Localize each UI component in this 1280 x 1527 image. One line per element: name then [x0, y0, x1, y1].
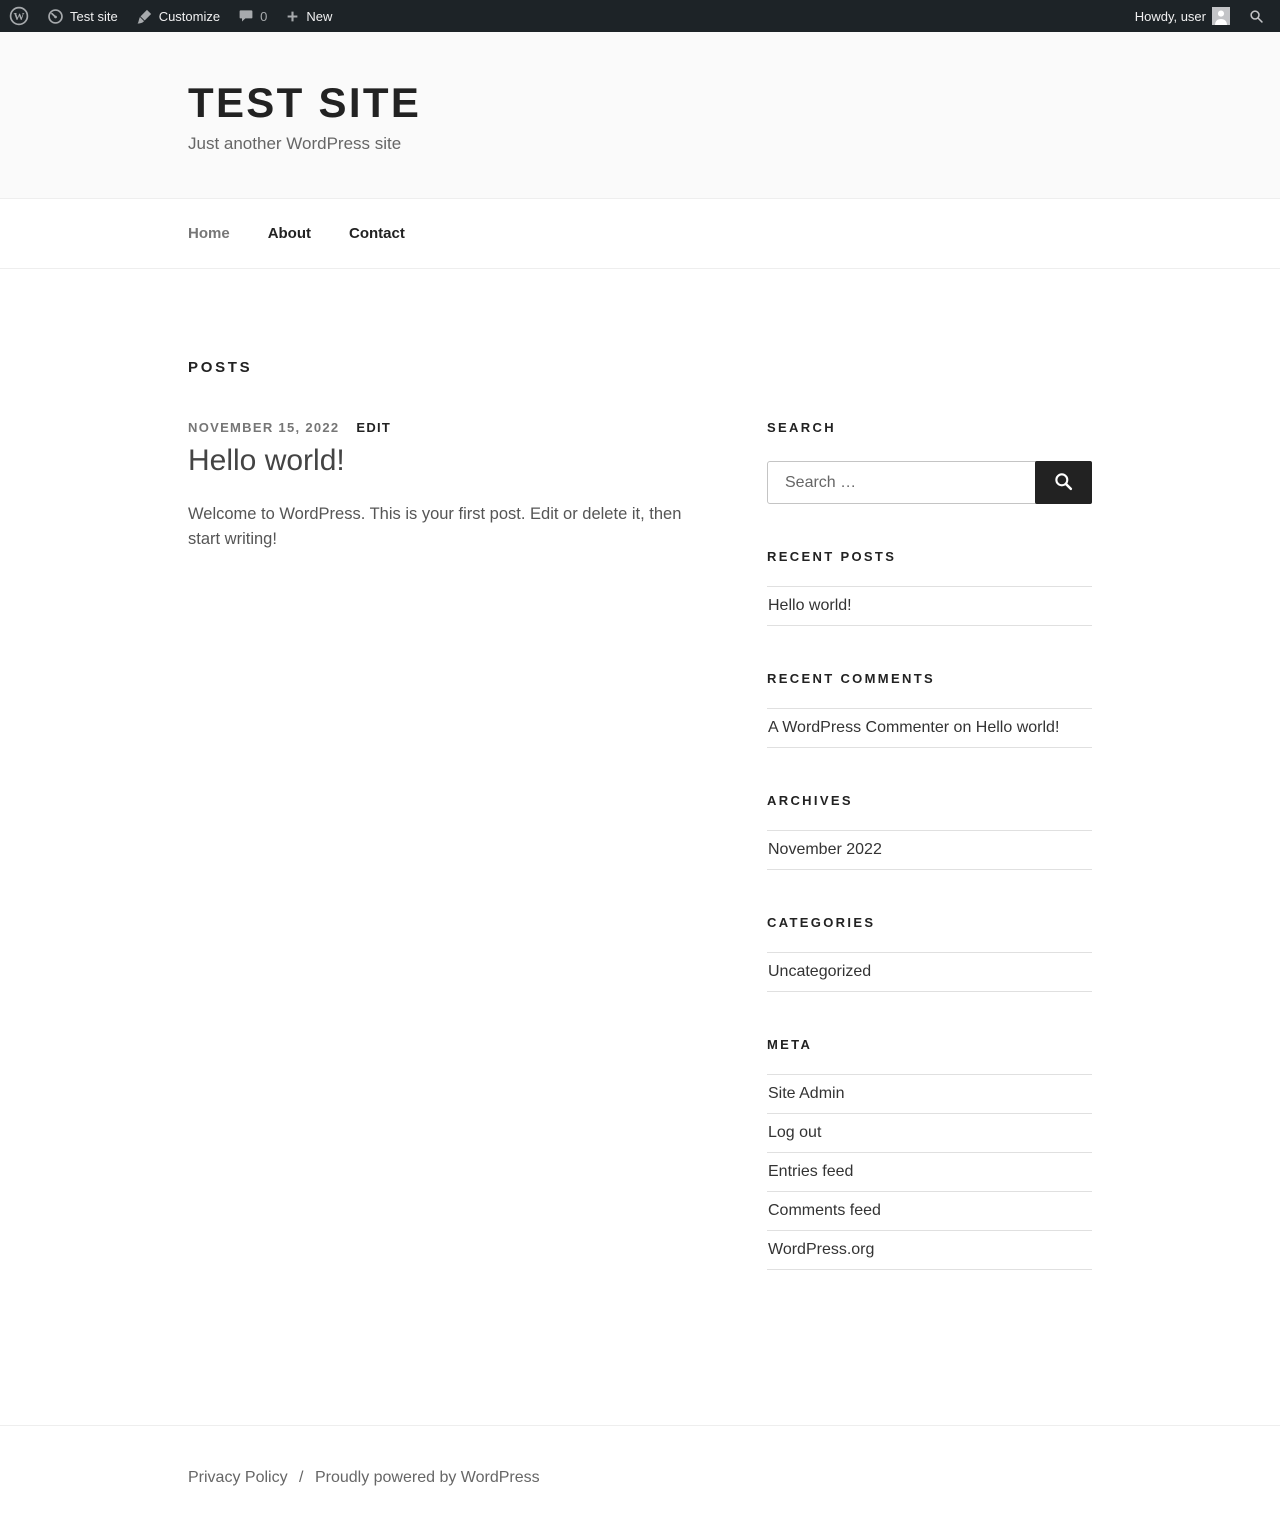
privacy-policy-link[interactable]: Privacy Policy — [188, 1469, 288, 1486]
category-link[interactable]: Uncategorized — [768, 963, 872, 980]
admin-bar-customize[interactable] — [127, 0, 229, 32]
nav-item-home[interactable]: Home — [188, 225, 230, 242]
nav-item-about[interactable]: About — [267, 225, 312, 242]
list-item — [767, 1075, 1092, 1114]
admin-bar-right-group — [1126, 0, 1280, 32]
comment-author-link[interactable]: A WordPress Commenter — [768, 719, 950, 736]
nav-item-contact[interactable]: Contact — [349, 225, 405, 242]
post-date: NOVEMBER 15, 2022 — [188, 420, 340, 435]
admin-bar-left-group — [0, 0, 341, 32]
categories-title: CATEGORIES — [767, 915, 876, 930]
posts-section-title: POSTS — [188, 359, 253, 376]
sidebar — [767, 420, 1092, 1315]
search-widget — [767, 420, 1092, 504]
site-footer — [0, 1425, 1280, 1527]
list-item — [767, 1231, 1092, 1270]
meta-link-site-admin[interactable]: Site Admin — [768, 1085, 845, 1102]
comment-post-link[interactable]: Hello world! — [975, 719, 1060, 736]
search-submit-button[interactable] — [1035, 461, 1092, 504]
site-name-label: Test site — [70, 8, 118, 24]
list-item — [767, 709, 1092, 748]
recent-comments-widget — [767, 671, 1092, 748]
meta-title: META — [767, 1037, 813, 1052]
post-article — [188, 420, 682, 1315]
list-item — [767, 831, 1092, 870]
avatar — [1212, 7, 1230, 25]
plus-icon — [285, 9, 300, 24]
post-title-link[interactable]: Hello world! — [188, 444, 345, 477]
meta-link-comments-feed[interactable]: Comments feed — [768, 1202, 881, 1219]
post-body: Welcome to WordPress. This is your first post. Edit or delete it, then start writing! — [188, 505, 682, 548]
meta-link-log-out[interactable]: Log out — [768, 1124, 822, 1141]
howdy-user-label: Howdy, user — [1134, 8, 1206, 24]
recent-posts-title: RECENT POSTS — [767, 549, 897, 564]
archive-link[interactable]: November 2022 — [768, 841, 882, 858]
comments-bubble-icon — [238, 8, 254, 24]
recent-comments-title: RECENT COMMENTS — [767, 671, 935, 686]
comment-connector: on — [953, 719, 972, 736]
meta-widget — [767, 1037, 1092, 1270]
site-header — [0, 32, 1280, 199]
site-tagline: Just another WordPress site — [188, 134, 402, 153]
wordpress-logo-icon — [9, 6, 29, 26]
list-item — [767, 1114, 1092, 1153]
site-title[interactable]: TEST SITE — [188, 79, 422, 126]
main-navigation — [0, 199, 1280, 269]
search-widget-title: SEARCH — [767, 420, 836, 435]
footer-separator: / — [299, 1469, 304, 1486]
search-form — [767, 461, 1092, 504]
wordpress-logo-menu[interactable] — [0, 0, 38, 32]
svg-text:W: W — [13, 11, 25, 23]
meta-link-entries-feed[interactable]: Entries feed — [768, 1163, 854, 1180]
meta-link-wordpress-org[interactable]: WordPress.org — [768, 1241, 875, 1258]
new-label: New — [306, 8, 333, 24]
admin-bar-my-account[interactable] — [1126, 0, 1239, 32]
archives-title: ARCHIVES — [767, 793, 853, 808]
admin-bar-comments[interactable] — [229, 0, 276, 32]
admin-bar-site-name[interactable] — [38, 0, 127, 32]
powered-by-link[interactable]: Proudly powered by WordPress — [314, 1469, 540, 1486]
list-item — [767, 1192, 1092, 1231]
customize-brush-icon — [136, 8, 153, 25]
search-submit-icon — [1053, 471, 1074, 495]
list-item — [767, 953, 1092, 992]
post-edit-link[interactable]: EDIT — [356, 420, 392, 435]
admin-search-icon — [1248, 8, 1265, 25]
recent-posts-widget — [767, 549, 1092, 626]
list-item — [767, 587, 1092, 626]
list-item — [767, 1153, 1092, 1192]
wp-admin-bar — [0, 0, 1280, 32]
comment-count: 0 — [260, 8, 268, 24]
admin-bar-search[interactable] — [1239, 0, 1274, 32]
recent-post-link[interactable]: Hello world! — [768, 597, 852, 614]
admin-bar-new-content[interactable] — [276, 0, 341, 32]
dashboard-icon — [47, 8, 64, 25]
customize-label: Customize — [158, 8, 221, 24]
categories-widget — [767, 915, 1092, 992]
site-main — [0, 269, 1280, 1425]
archives-widget — [767, 793, 1092, 870]
